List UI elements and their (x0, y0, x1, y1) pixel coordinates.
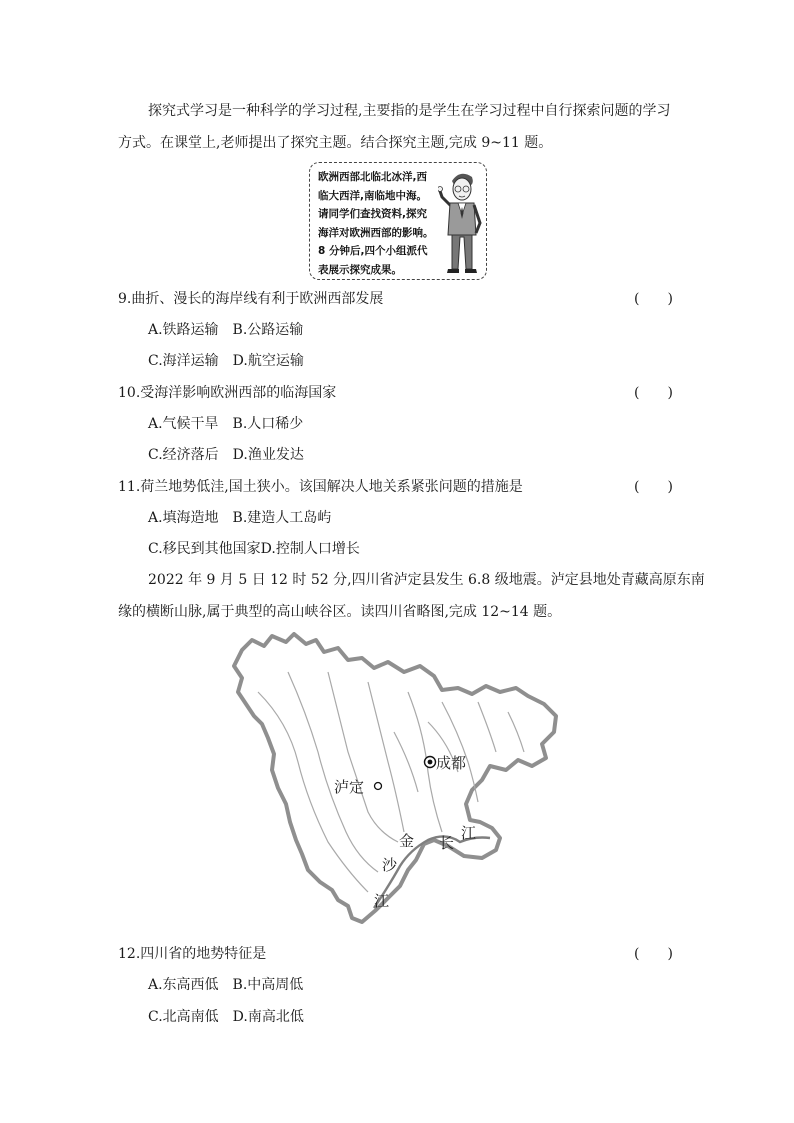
speech-line-1: 欧洲西部北临北冰洋,西 (318, 171, 427, 183)
question-12-options-cd: C.北高南低 D.南高北低 (148, 1009, 304, 1025)
intro-line-1: 探究式学习是一种科学的学习过程,主要指的是学生在学习过程中自行探索问题的学习 (148, 103, 671, 119)
question-12-stem: 12.四川省的地势特征是 (118, 946, 267, 962)
river-label-jiang-1: 江 (374, 892, 390, 910)
question-11-options-cd: C.移民到其他国家D.控制人口增长 (148, 541, 360, 557)
question-10-stem: 10.受海洋影响欧洲西部的临海国家 (118, 385, 337, 401)
question-11-options-ab: A.填海造地 B.建造人工岛屿 (148, 510, 332, 526)
intro2-line-2: 缘的横断山脉,属于典型的高山峡谷区。读四川省略图,完成 12~14 题。 (118, 604, 562, 620)
luding-marker (375, 783, 382, 790)
river-label-sha: 沙 (382, 856, 398, 874)
question-9-options-cd: C.海洋运输 D.航空运输 (148, 353, 304, 369)
speech-line-3: 请同学们查找资料,探究 (318, 208, 427, 221)
speech-line-5: 8 分钟后,四个小组派代 (318, 245, 428, 258)
province-outline (234, 634, 556, 922)
river-label-chang: 长 (439, 834, 455, 852)
speech-line-6: 表展示探究成果。 (318, 263, 402, 276)
speech-line-4: 海洋对欧洲西部的影响。 (318, 226, 434, 239)
sichuan-map (228, 632, 562, 928)
question-12-options-ab: A.东高西低 B.中高周低 (148, 977, 304, 993)
speech-line-2: 临大西洋,南临地中海。 (318, 189, 427, 202)
question-12-answer-blank: ( ) (634, 946, 673, 962)
question-9-options-ab: A.铁路运输 B.公路运输 (148, 322, 304, 338)
intro2-line-1: 2022 年 9 月 5 日 12 时 52 分,四川省泸定县发生 6.8 级地震。泸定县地处青藏高原东南 (148, 572, 705, 588)
teacher-speech-box (309, 162, 487, 280)
question-9-answer-blank: ( ) (634, 291, 673, 307)
chengdu-label: 成都 (436, 754, 467, 772)
speech-text (318, 168, 440, 280)
intro-line-2: 方式。在课堂上,老师提出了探究主题。结合探究主题,完成 9~11 题。 (118, 135, 553, 151)
luding-label: 泸定 (334, 778, 365, 796)
question-11-stem: 11.荷兰地势低洼,国土狭小。该国解决人地关系紧张问题的措施是 (118, 479, 523, 495)
question-11-answer-blank: ( ) (634, 479, 673, 495)
question-10-answer-blank: ( ) (634, 385, 673, 401)
question-9-stem: 9.曲折、漫长的海岸线有利于欧洲西部发展 (118, 291, 384, 307)
question-10-options-ab: A.气候干旱 B.人口稀少 (148, 416, 304, 432)
river-label-jin: 金 (399, 832, 415, 850)
question-10-options-cd: C.经济落后 D.渔业发达 (148, 447, 304, 463)
river-label-jiang-2: 江 (461, 824, 477, 842)
teacher-illustration (438, 167, 484, 277)
